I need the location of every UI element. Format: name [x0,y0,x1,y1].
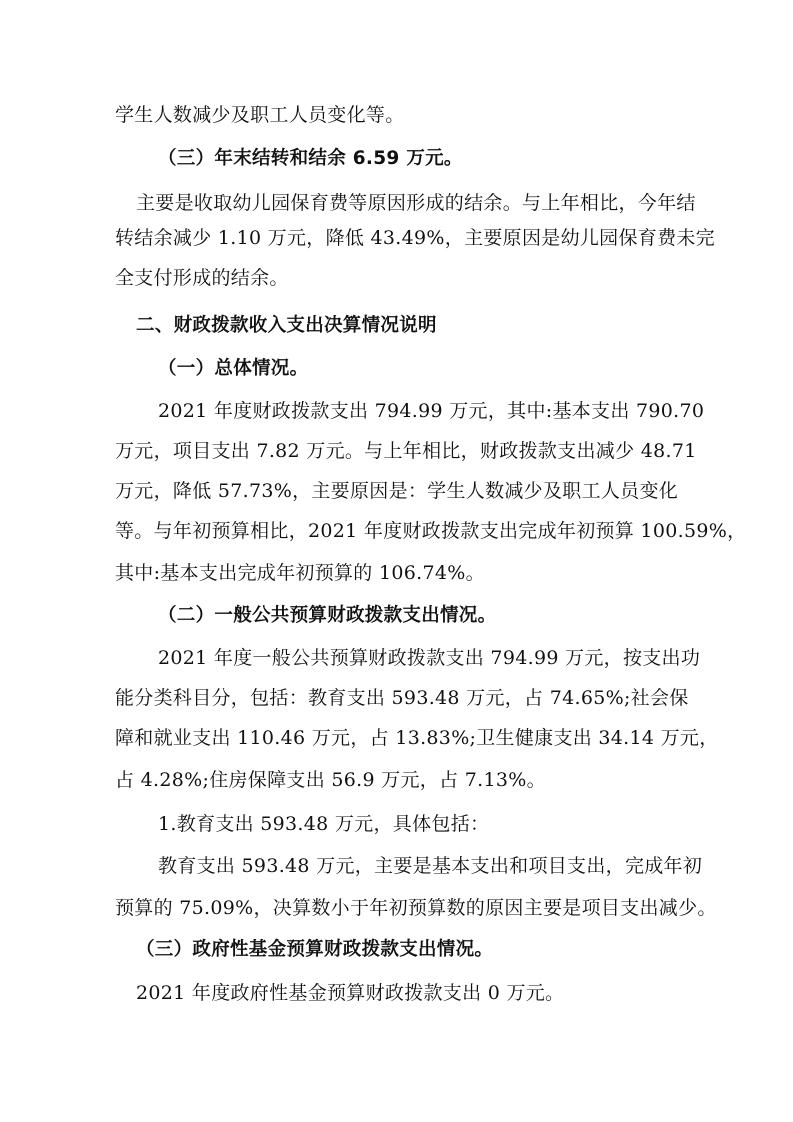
body-text-line: 预算的 75.09%，决算数小于年初预算数的原因主要是项目支出减少。 [115,897,717,919]
body-text-line: 能分类科目分，包括：教育支出 593.48 万元，占 74.65%;社会保 [115,687,689,709]
body-text-line: 等。与年初预算相比，2021 年度财政拨款支出完成年初预算 100.59%， [115,520,747,542]
section-heading: （一）总体情况。 [158,358,309,379]
body-text-line: 2021 年度政府性基金预算财政拨款支出 0 万元。 [136,982,565,1004]
body-text-line: 万元，降低 57.73%，主要原因是：学生人数减少及职工人员变化 [115,480,679,502]
body-text-line: 教育支出 593.48 万元，主要是基本支出和项目支出，完成年初 [158,855,703,877]
body-text-line: 转结余减少 1.10 万元，降低 43.49%，主要原因是幼儿园保育费未完 [115,227,715,249]
body-text-line: 2021 年度一般公共预算财政拨款支出 794.99 万元，按支出功 [158,647,701,669]
body-text-line: 2021 年度财政拨款支出 794.99 万元，其中:基本支出 790.70 [158,400,705,422]
body-text-line: 主要是收取幼儿园保育费等原因形成的结余。与上年相比，今年结 [136,192,696,214]
section-heading: （二）一般公共预算财政拨款支出情况。 [158,605,497,626]
body-text-line: 全支付形成的结余。 [115,267,289,289]
body-text-line: 其中:基本支出完成年初预算的 106.74%。 [115,562,485,584]
body-text-line: 万元，项目支出 7.82 万元。与上年相比，财政拨款支出减少 48.71 [115,440,697,462]
body-text-line: 1.教育支出 593.48 万元，具体包括： [158,813,490,835]
chapter-heading: 二、财政拨款收入支出决算情况说明 [136,315,437,336]
section-heading: （三）年末结转和结余 6.59 万元。 [158,148,463,169]
section-heading: （三）政府性基金预算财政拨款支出情况。 [136,939,494,960]
body-text-line: 占 4.28%;住房保障支出 56.9 万元，占 7.13%。 [115,769,546,791]
body-text-line: 学生人数减少及职工人员变化等。 [115,104,405,126]
body-text-line: 障和就业支出 110.46 万元，占 13.83%;卫生健康支出 34.14 万元， [115,727,719,749]
